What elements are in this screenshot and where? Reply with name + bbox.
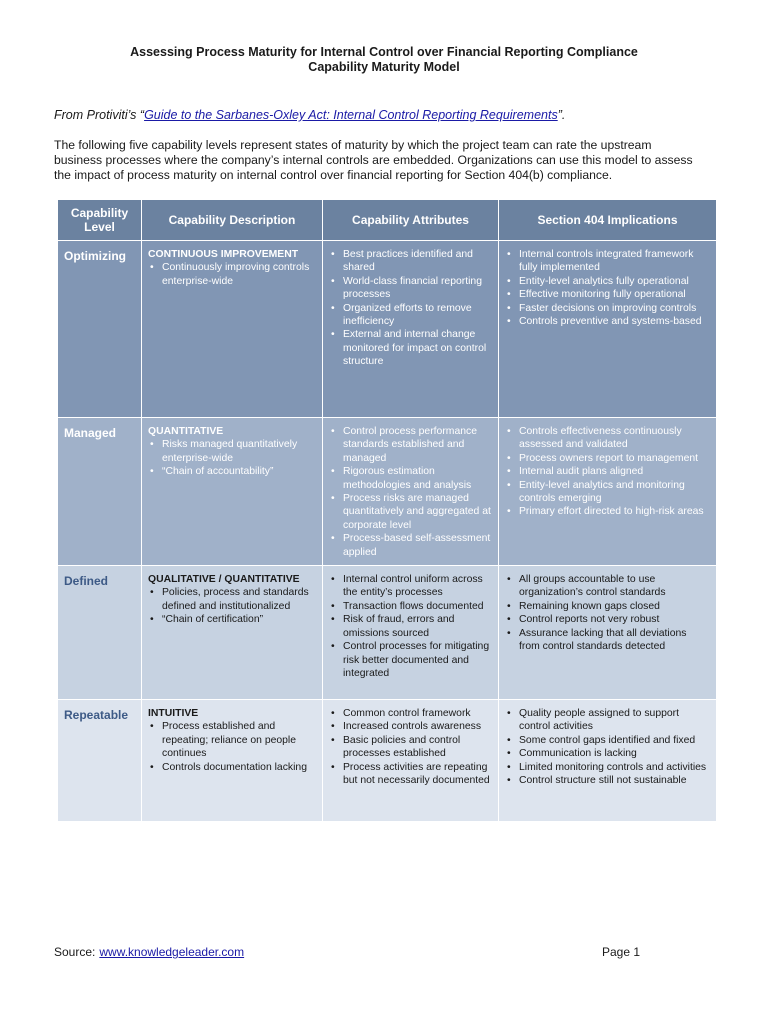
list-item: • Policies, process and standards defined and institutionalized bbox=[148, 586, 316, 613]
intro-paragraph bbox=[54, 138, 719, 183]
list-item: • Best practices identified and shared bbox=[329, 248, 492, 275]
header-capability-attributes: Capability Attributes bbox=[323, 200, 499, 241]
source-line bbox=[54, 108, 565, 122]
list-item: • Effective monitoring fully operational bbox=[505, 288, 710, 301]
description-list bbox=[148, 261, 316, 288]
table-row-managed bbox=[58, 418, 717, 566]
description-cell bbox=[142, 700, 323, 822]
list-item: • Faster decisions on improving controls bbox=[505, 302, 710, 315]
list-item: • Process risks are managed quantitatively and aggregated at corporate level bbox=[329, 492, 492, 532]
implications-list bbox=[505, 248, 710, 328]
list-item: • Entity-level analytics and monitoring controls emerging bbox=[505, 479, 710, 506]
list-item: • Rigorous estimation methodologies and analysis bbox=[329, 465, 492, 492]
list-item: • External and internal change monitored for impact on control structure bbox=[329, 328, 492, 368]
source-suffix: ”. bbox=[557, 108, 566, 122]
implications-cell bbox=[499, 566, 717, 700]
description-list bbox=[148, 720, 316, 774]
list-item: • Continuously improving controls enterprise-wide bbox=[148, 261, 316, 288]
list-item: • Control structure still not sustainable bbox=[505, 774, 710, 787]
description-cell bbox=[142, 418, 323, 566]
list-item: • Process-based self-assessment applied bbox=[329, 532, 492, 559]
list-item: • Process activities are repeating but not necessarily documented bbox=[329, 761, 492, 788]
list-item: • Internal controls integrated framework fully implemented bbox=[505, 248, 710, 275]
header-capability-level: Capability Level bbox=[58, 200, 142, 241]
list-item: • Increased controls awareness bbox=[329, 720, 492, 733]
category-label: CONTINUOUS IMPROVEMENT bbox=[148, 249, 299, 260]
list-item: • “Chain of accountability” bbox=[148, 465, 316, 478]
description-list bbox=[148, 438, 316, 478]
list-item: • Primary effort directed to high-risk areas bbox=[505, 505, 710, 518]
list-item: • Remaining known gaps closed bbox=[505, 600, 710, 613]
list-item: • Controls effectiveness continuously assessed and validated bbox=[505, 425, 710, 452]
list-item: • Risk of fraud, errors and omissions sourced bbox=[329, 613, 492, 640]
list-item: • Controls preventive and systems-based bbox=[505, 315, 710, 328]
implications-list bbox=[505, 425, 710, 519]
implications-cell bbox=[499, 241, 717, 418]
list-item: • Control process performance standards established and managed bbox=[329, 425, 492, 465]
list-item: • Control reports not very robust bbox=[505, 613, 710, 626]
implications-cell bbox=[499, 418, 717, 566]
guide-link[interactable]: Guide to the Sarbanes-Oxley Act: Internal Control Reporting Requirements bbox=[144, 108, 558, 122]
list-item: • Quality people assigned to support control activities bbox=[505, 707, 710, 734]
table-row-optimizing bbox=[58, 241, 717, 418]
header-capability-description: Capability Description bbox=[142, 200, 323, 241]
implications-list bbox=[505, 573, 710, 653]
header-section-404-implications: Section 404 Implications bbox=[499, 200, 717, 241]
table-row-defined bbox=[58, 566, 717, 700]
table-header-row bbox=[58, 200, 717, 241]
category-label: QUALITATIVE / QUANTITATIVE bbox=[148, 574, 300, 586]
list-item: • Risks managed quantitatively enterprise-wide bbox=[148, 438, 316, 465]
list-item: • Common control framework bbox=[329, 707, 492, 720]
category-label: INTUITIVE bbox=[148, 708, 199, 720]
list-item: • Organized efforts to remove inefficiency bbox=[329, 302, 492, 329]
attributes-list bbox=[329, 425, 492, 559]
level-cell: Defined bbox=[58, 566, 142, 700]
attributes-cell bbox=[323, 418, 499, 566]
list-item: • Transaction flows documented bbox=[329, 600, 492, 613]
page-number: Page 1 bbox=[602, 945, 641, 959]
attributes-list bbox=[329, 248, 492, 369]
list-item: • Controls documentation lacking bbox=[148, 761, 316, 774]
list-item: • Entity-level analytics fully operational bbox=[505, 275, 710, 288]
list-item: • Process owners report to management bbox=[505, 452, 710, 465]
attributes-cell bbox=[323, 700, 499, 822]
list-item: • Some control gaps identified and fixed bbox=[505, 734, 710, 747]
level-cell: Managed bbox=[58, 418, 142, 566]
attributes-cell bbox=[323, 566, 499, 700]
title-line-2: Capability Maturity Model bbox=[308, 60, 460, 74]
list-item: • Communication is lacking bbox=[505, 747, 710, 760]
list-item: • All groups accountable to use organization’s control standards bbox=[505, 573, 710, 600]
level-cell: Repeatable bbox=[58, 700, 142, 822]
footer-source bbox=[54, 945, 244, 959]
attributes-cell bbox=[323, 241, 499, 418]
document-title bbox=[0, 45, 768, 75]
list-item: • Process established and repeating; reliance on people continues bbox=[148, 720, 316, 760]
list-item: • Control processes for mitigating risk better documented and integrated bbox=[329, 640, 492, 680]
knowledgeleader-link[interactable]: www.knowledgeleader.com bbox=[99, 945, 245, 959]
source-label: Source: bbox=[54, 945, 96, 959]
category-label: QUANTITATIVE bbox=[148, 426, 224, 437]
title-line-1: Assessing Process Maturity for Internal Control over Financial Reporting Compliance bbox=[130, 45, 638, 59]
table-row-repeatable bbox=[58, 700, 717, 822]
list-item: • Internal audit plans aligned bbox=[505, 465, 710, 478]
description-cell bbox=[142, 241, 323, 418]
description-cell bbox=[142, 566, 323, 700]
attributes-list bbox=[329, 573, 492, 680]
level-cell: Optimizing bbox=[58, 241, 142, 418]
list-item: • World-class financial reporting processes bbox=[329, 275, 492, 302]
list-item: • Assurance lacking that all deviations from control standards detected bbox=[505, 627, 710, 654]
list-item: • “Chain of certification” bbox=[148, 613, 316, 626]
description-list bbox=[148, 586, 316, 626]
capability-maturity-table bbox=[57, 199, 717, 822]
implications-list bbox=[505, 707, 710, 787]
intro-line: The following five capability levels represent states of maturity by which the project team can rate the upstream bbox=[54, 138, 652, 152]
list-item: • Basic policies and control processes established bbox=[329, 734, 492, 761]
implications-cell bbox=[499, 700, 717, 822]
list-item: • Internal control uniform across the entity’s processes bbox=[329, 573, 492, 600]
source-prefix: From Protiviti’s “ bbox=[54, 108, 145, 122]
intro-line: business processes where the company’s internal controls are embedded. Organizations can use this model to assess bbox=[54, 153, 693, 167]
list-item: • Limited monitoring controls and activities bbox=[505, 761, 710, 774]
attributes-list bbox=[329, 707, 492, 787]
intro-line: the impact of process maturity on internal control over financial reporting for Section 404(b) compliance. bbox=[54, 168, 613, 182]
